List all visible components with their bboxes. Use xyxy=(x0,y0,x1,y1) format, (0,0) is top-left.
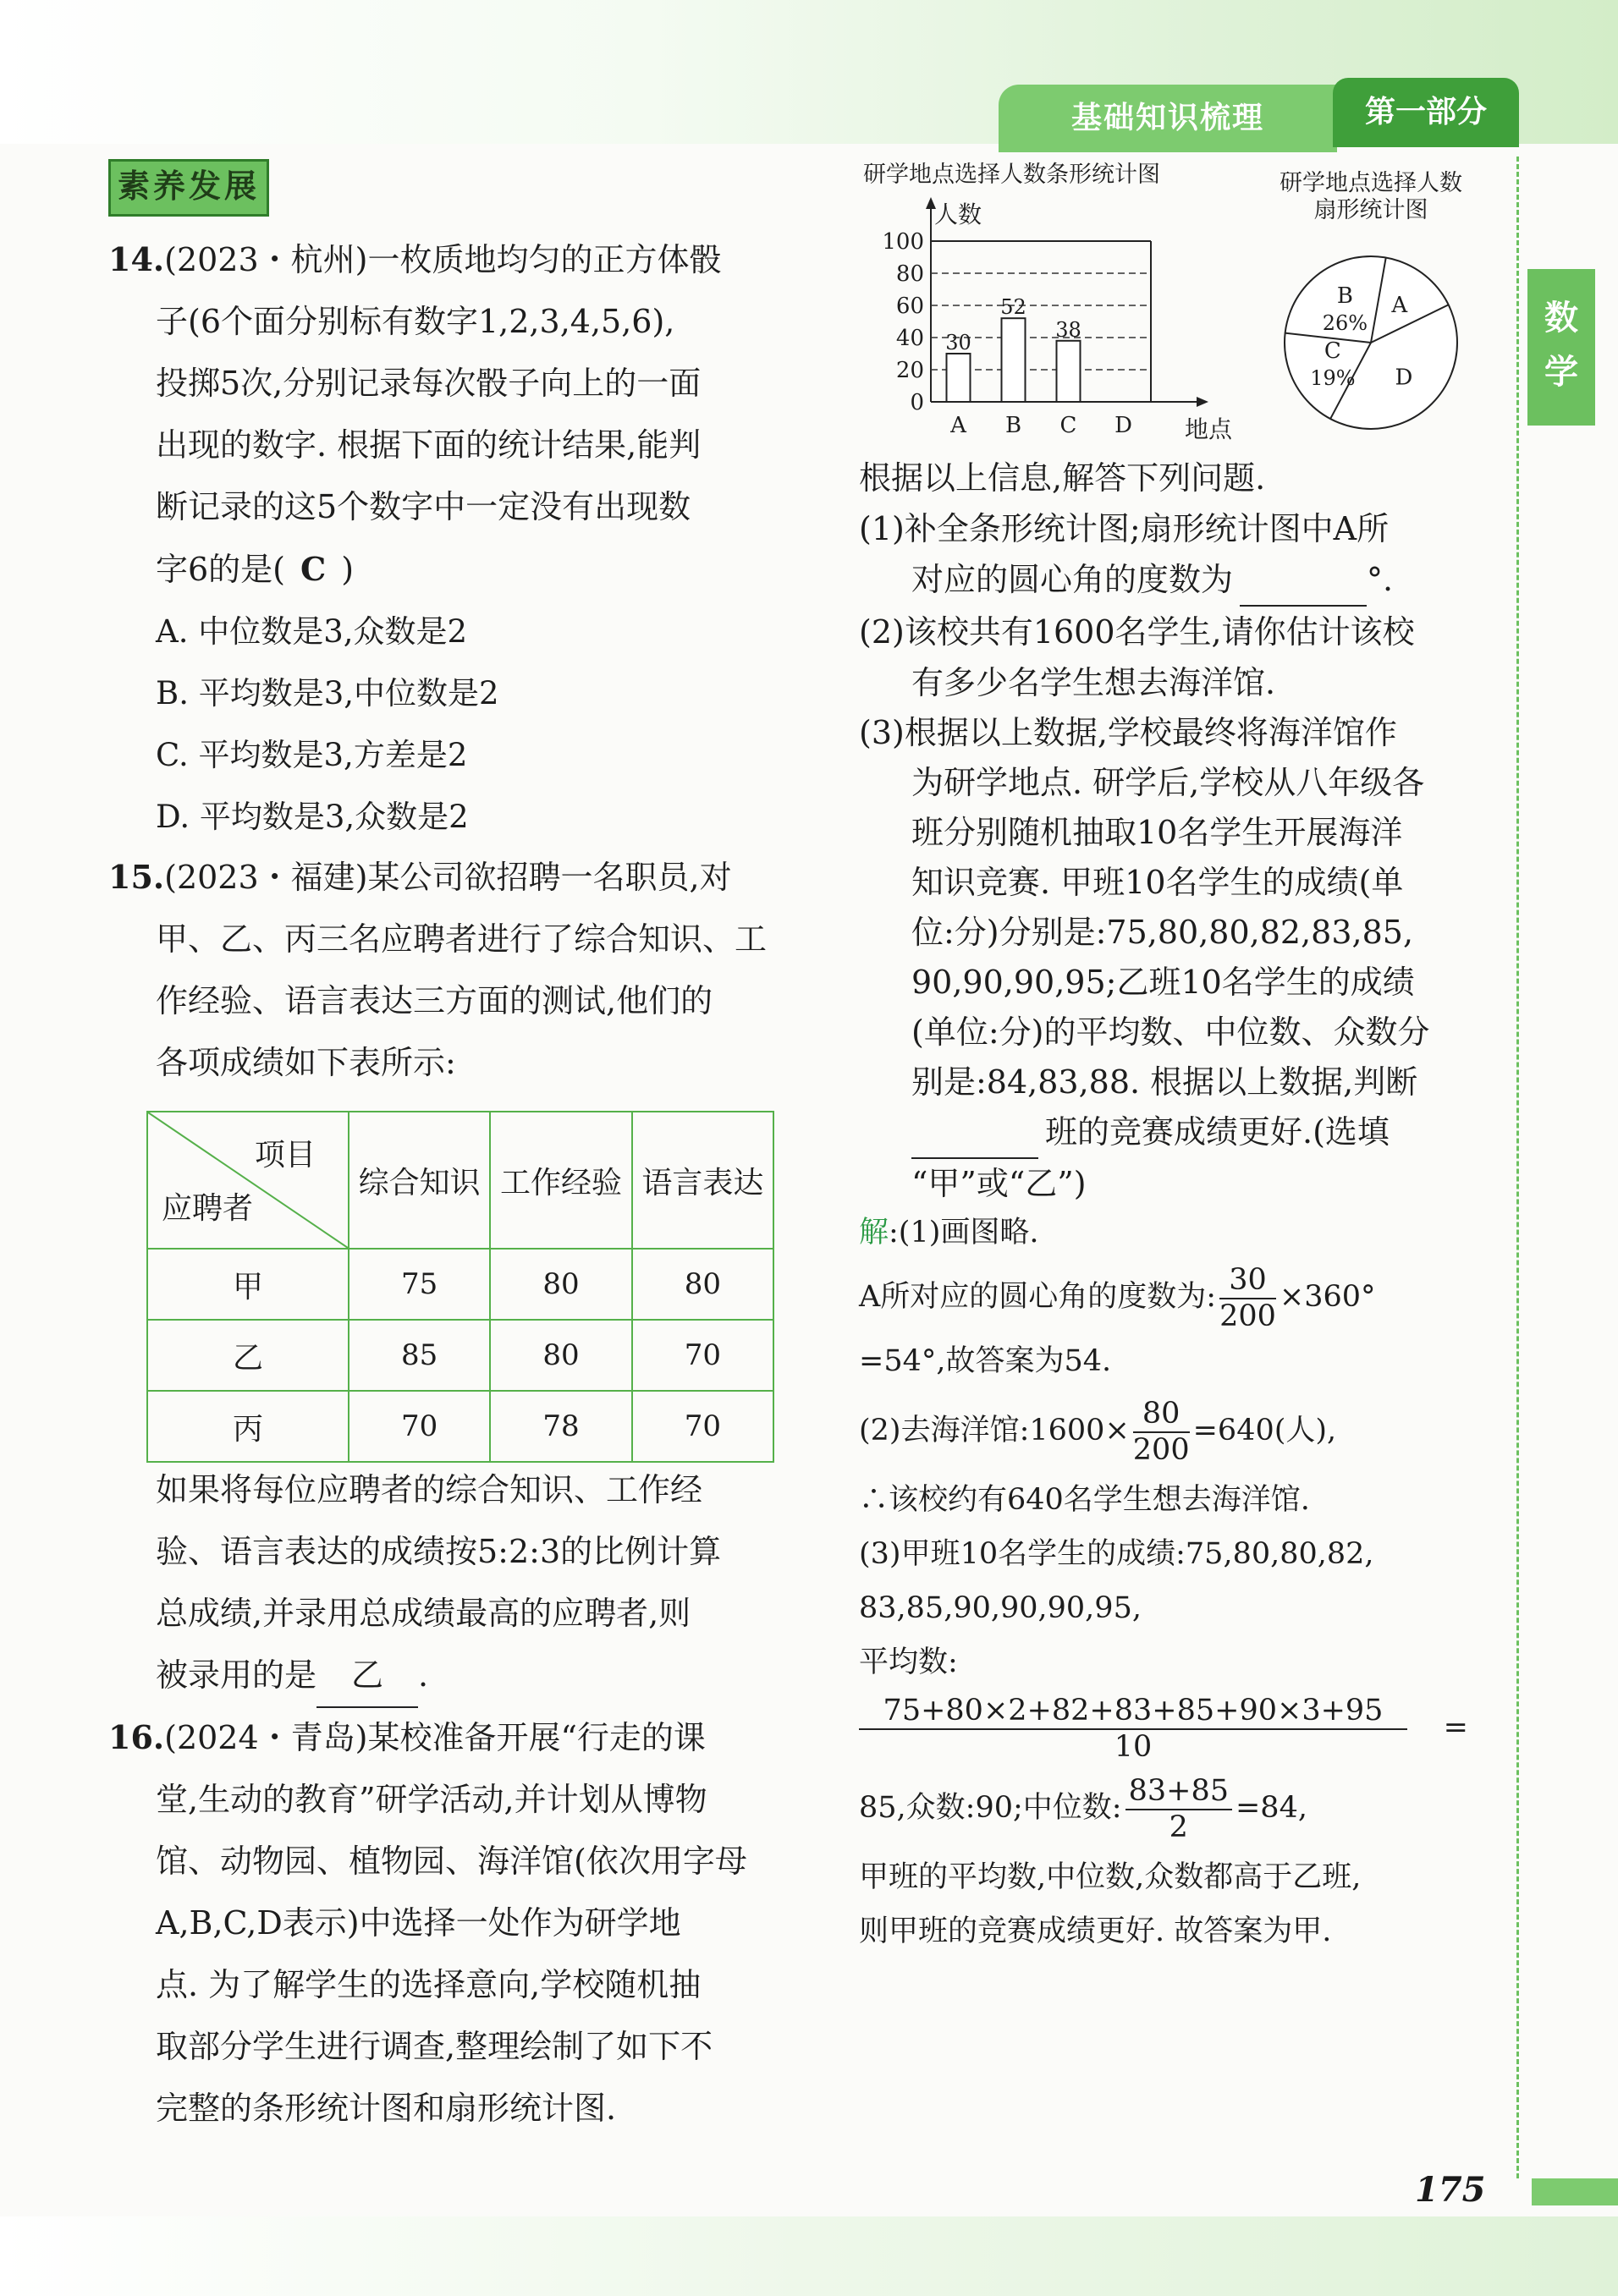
table-cell: 70 xyxy=(349,1391,490,1462)
solution-line-3: =54°,故答案为54. xyxy=(859,1344,1112,1378)
frac-den: 10 xyxy=(1114,1729,1153,1764)
solution-line-11: 甲班的平均数,中位数,众数都高于乙班, xyxy=(859,1860,1362,1894)
table-cell: 75 xyxy=(349,1249,490,1320)
pie-slice-label-D: D xyxy=(1395,365,1413,391)
bar-B xyxy=(1002,318,1026,402)
table-cell: 70 xyxy=(632,1391,773,1462)
q16-p3-blank xyxy=(911,1107,1038,1159)
solution-line-10-post: =84, xyxy=(1235,1791,1307,1825)
q16-p3-line-3: 班分别随机抽取10名学生开展海洋 xyxy=(911,814,1403,851)
frac-num: 80 xyxy=(1133,1397,1190,1432)
solution-line-1: :(1)画图略. xyxy=(889,1216,1039,1250)
table-cell: 甲 xyxy=(147,1249,349,1320)
table-header-cell: 工作经验 xyxy=(490,1112,631,1249)
footer-band xyxy=(0,2216,1618,2296)
q14-line-1: (2023・杭州)一枚质地均匀的正方体骰 xyxy=(164,241,722,278)
x-axis-label: 地点 xyxy=(1185,415,1233,443)
q15-line-1: (2023・福建)某公司欲招聘一名职员,对 xyxy=(164,859,732,896)
corner-bottom-label: 应聘者 xyxy=(162,1191,254,1226)
side-tab-char-2: 学 xyxy=(1544,353,1578,392)
y-tick-label: 20 xyxy=(895,358,924,383)
q16-line-1: (2024・青岛)某校准备开展“行走的课 xyxy=(164,1719,706,1756)
solution-line-10: 85,众数:90;中位数: xyxy=(859,1791,1122,1825)
pie-slice-percent-B: 26% xyxy=(1322,311,1368,336)
pie-chart xyxy=(1236,165,1506,444)
q16-line-6: 取部分学生进行调查,整理绘制了如下不 xyxy=(156,2028,713,2065)
margin-dashed-line xyxy=(1516,157,1519,2178)
corner-top-label: 项目 xyxy=(254,1138,316,1173)
bar-value-label: 52 xyxy=(1000,295,1026,320)
y-tick-label: 40 xyxy=(895,326,924,351)
q15-last-suffix: . xyxy=(418,1656,429,1694)
fraction-80-200 xyxy=(1133,1397,1190,1467)
q15-after-2: 验、语言表达的成绩按5:2:3的比例计算 xyxy=(156,1533,722,1570)
y-tick-label: 100 xyxy=(882,229,924,255)
question-14 xyxy=(108,228,721,848)
table-cell: 80 xyxy=(490,1320,631,1391)
score-table xyxy=(146,1111,774,1463)
q16-p3-line-4: 知识竞赛. 甲班10名学生的成绩(单 xyxy=(911,864,1404,901)
solution-line-12: 则甲班的竞赛成绩更好. 故答案为甲. xyxy=(859,1914,1332,1948)
x-tick-label: A xyxy=(950,413,966,438)
fraction-30-200 xyxy=(1219,1263,1276,1333)
question-15 xyxy=(108,846,767,1094)
q15-after-3: 总成绩,并录用总成绩最高的应聘者,则 xyxy=(156,1595,691,1632)
table-cell: 70 xyxy=(632,1320,773,1391)
q16-p3-line-1: (3)根据以上数据,学校最终将海洋馆作 xyxy=(859,714,1397,751)
table-row xyxy=(147,1391,773,1462)
header-part-tab: 第一部分 xyxy=(1333,78,1519,147)
q15-answer: 乙 xyxy=(316,1645,418,1708)
q16-p3-line-2: 为研学地点. 研学后,学校从八年级各 xyxy=(911,764,1425,801)
q16-p2-line-1: (2)该校共有1600名学生,请你估计该校 xyxy=(859,613,1415,651)
solution-line-6: (3)甲班10名学生的成绩:75,80,80,82, xyxy=(859,1537,1374,1571)
q16-p2-line-2: 有多少名学生想去海洋馆. xyxy=(911,664,1276,701)
solution-line-4: (2)去海洋馆:1600× xyxy=(859,1414,1130,1447)
solution-block xyxy=(859,1206,1468,1958)
q16-line-4: A,B,C,D表示)中选择一处作为研学地 xyxy=(156,1904,681,1942)
y-axis-label: 人数 xyxy=(934,200,982,228)
pie-slice-percent-C: 19% xyxy=(1310,365,1356,390)
q15-last-prefix: 被录用的是 xyxy=(156,1656,317,1694)
page-number: 175 xyxy=(1415,2170,1486,2210)
pie-slice-label-A: A xyxy=(1391,293,1408,319)
table-cell: 80 xyxy=(632,1249,773,1320)
solution-label: 解 xyxy=(859,1216,889,1250)
q14-line-6: 字6的是( xyxy=(156,551,286,588)
x-tick-label: C xyxy=(1059,413,1077,438)
solution-line-4-post: =640(人), xyxy=(1192,1414,1337,1447)
q16-p3-line-7: (单位:分)的平均数、中位数、众数分 xyxy=(911,1013,1430,1051)
q16-intro: 根据以上信息,解答下列问题. xyxy=(859,459,1266,497)
q16-p3-line-8: 别是:84,83,88. 根据以上数据,判断 xyxy=(911,1063,1418,1101)
q14-close: ) xyxy=(341,551,355,588)
q16-p1-blank xyxy=(1240,554,1367,607)
y-tick-label: 80 xyxy=(895,261,924,287)
q15-number: 15. xyxy=(108,858,165,896)
q14-line-5: 断记录的这5个数字中一定没有出现数 xyxy=(156,488,691,525)
y-tick-label: 0 xyxy=(910,390,924,415)
pie-title-line-2: 扇形统计图 xyxy=(1313,197,1428,223)
bar-value-label: 30 xyxy=(945,331,971,354)
frac-num: 83+85 xyxy=(1125,1774,1232,1810)
q14-line-3: 投掷5次,分别记录每次骰子向上的一面 xyxy=(156,365,702,402)
q16-line-5: 点. 为了解学生的选择意向,学校随机抽 xyxy=(156,1966,702,2003)
frac-den: 200 xyxy=(1219,1299,1276,1333)
q16-p1-line-1: (1)补全条形统计图;扇形统计图中A所 xyxy=(859,510,1390,547)
pie-title-line-1: 研学地点选择人数 xyxy=(1280,170,1462,196)
y-tick-label: 60 xyxy=(895,294,924,319)
q14-answer: C xyxy=(300,550,327,588)
solution-line-2-post: ×360° xyxy=(1279,1280,1376,1314)
q14-option-b: B. 平均数是3,中位数是2 xyxy=(156,675,499,711)
q16-p3-last: “甲”或“乙”) xyxy=(911,1165,1087,1202)
q16-p1-line-2: 对应的圆心角的度数为 xyxy=(911,561,1234,598)
mean-fraction xyxy=(859,1694,1407,1764)
frac-den: 200 xyxy=(1132,1432,1190,1467)
footer-bar xyxy=(1532,2178,1618,2205)
header-section-tab: 基础知识梳理 xyxy=(999,85,1337,152)
table-cell: 丙 xyxy=(147,1391,349,1462)
q16-p3-line-6: 90,90,90,95;乙班10名学生的成绩 xyxy=(911,964,1415,1001)
q16-p1-end: °. xyxy=(1367,561,1394,598)
frac-num: 30 xyxy=(1219,1263,1276,1299)
pie-slice-label-B: B xyxy=(1336,283,1354,310)
q16-number: 16. xyxy=(108,1718,165,1756)
solution-line-2: A所对应的圆心角的度数为: xyxy=(859,1280,1217,1314)
bar-A xyxy=(947,354,971,402)
mean-equals: = xyxy=(1443,1711,1468,1744)
corner-diagonal xyxy=(148,1112,348,1248)
bar-C xyxy=(1057,341,1081,402)
q14-line-4: 出现的数字. 根据下面的统计结果,能判 xyxy=(156,426,702,464)
q14-number: 14. xyxy=(108,240,165,278)
bar-chart-title: 研学地点选择人数条形统计图 xyxy=(863,162,1160,188)
x-axis-arrow xyxy=(1197,397,1208,407)
q16-line-3: 馆、动物园、植物园、海洋馆(依次用字母 xyxy=(156,1843,747,1880)
subject-side-tab xyxy=(1527,269,1595,426)
solution-line-7: 83,85,90,90,90,95, xyxy=(859,1591,1142,1625)
q15-followup xyxy=(156,1459,721,1708)
question-16 xyxy=(108,1706,747,2139)
q15-line-3: 作经验、语言表达三方面的测试,他们的 xyxy=(156,982,713,1019)
q15-line-2: 甲、乙、丙三名应聘者进行了综合知识、工 xyxy=(156,920,768,958)
x-tick-label: B xyxy=(1004,413,1022,438)
side-tab-char-1: 数 xyxy=(1544,299,1578,338)
table-cell: 乙 xyxy=(147,1320,349,1391)
table-row xyxy=(147,1320,773,1391)
q16-line-2: 堂,生动的教育”研学活动,并计划从博物 xyxy=(156,1781,707,1818)
pie-slice-label-C: C xyxy=(1324,338,1341,364)
q14-option-c: C. 平均数是3,方差是2 xyxy=(156,737,468,773)
frac-num: 75+80×2+82+83+85+90×3+95 xyxy=(859,1694,1407,1729)
q16-line-7: 完整的条形统计图和扇形统计图. xyxy=(156,2090,617,2127)
table-header-cell: 综合知识 xyxy=(349,1112,490,1249)
q15-after-1: 如果将每位应聘者的综合知识、工作经 xyxy=(156,1471,703,1508)
solution-line-8: 平均数: xyxy=(859,1645,958,1679)
q14-option-d: D. 平均数是3,众数是2 xyxy=(156,799,469,835)
table-cell: 80 xyxy=(490,1249,631,1320)
q14-option-a: A. 中位数是3,众数是2 xyxy=(156,613,468,650)
table-header-cell: 语言表达 xyxy=(632,1112,773,1249)
section-title: 素养发展 xyxy=(108,159,269,217)
q16-p3-end: 班的竞赛成绩更好.(选填 xyxy=(1045,1113,1390,1151)
q16-subquestions xyxy=(859,453,1429,1209)
q15-line-4: 各项成绩如下表所示: xyxy=(156,1044,456,1081)
table-cell: 85 xyxy=(349,1320,490,1391)
bar-value-label: 38 xyxy=(1055,317,1081,342)
x-tick-label: D xyxy=(1114,413,1132,438)
solution-line-5: ∴该校约有640名学生想去海洋馆. xyxy=(859,1483,1310,1517)
q16-p3-line-5: 位:分)分别是:75,80,80,82,83,85, xyxy=(911,914,1414,951)
bar-chart xyxy=(855,157,1236,444)
median-fraction xyxy=(1125,1774,1232,1844)
frac-den: 2 xyxy=(1169,1810,1188,1844)
q14-line-2: 子(6个面分别标有数字1,2,3,4,5,6), xyxy=(156,303,675,340)
table-cell: 78 xyxy=(490,1391,631,1462)
table-row xyxy=(147,1249,773,1320)
table-corner-cell xyxy=(147,1112,349,1249)
